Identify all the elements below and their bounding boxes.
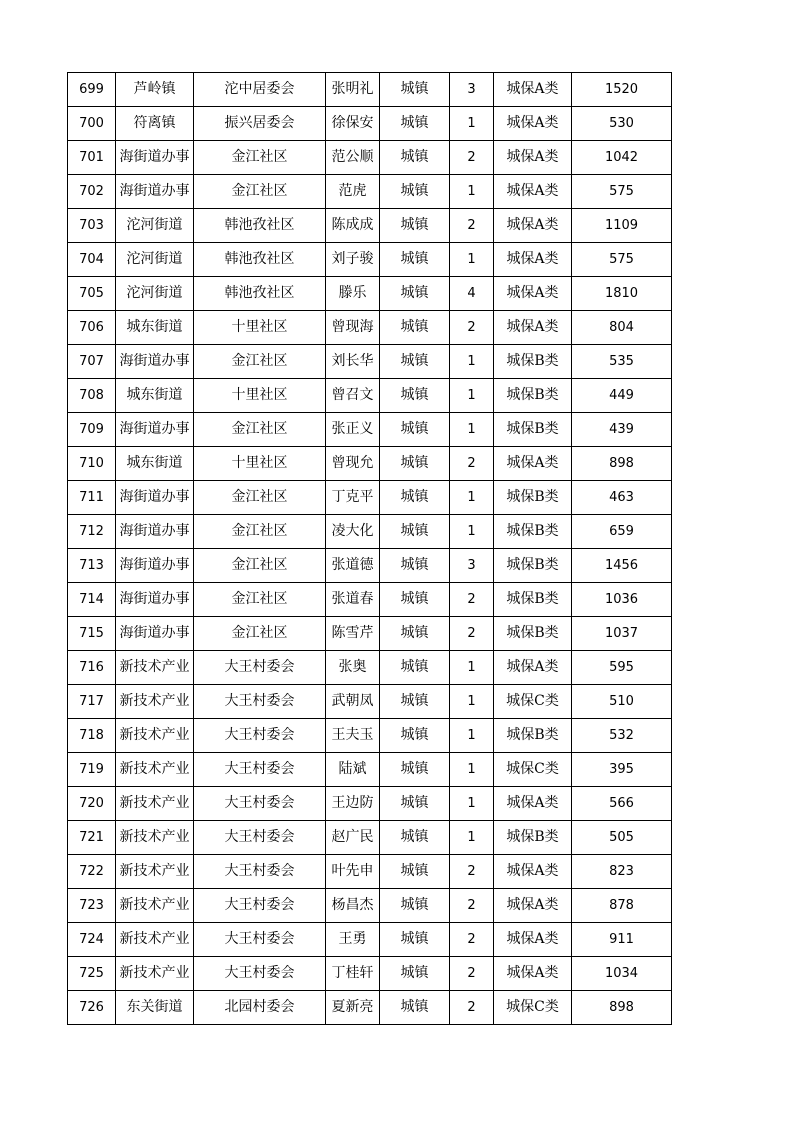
row-number: 715 bbox=[68, 617, 116, 651]
row-number: 710 bbox=[68, 447, 116, 481]
row-number: 712 bbox=[68, 515, 116, 549]
amount-cell: 505 bbox=[572, 821, 672, 855]
category-cell: 城镇 bbox=[380, 583, 450, 617]
street-cell: 海街道办事 bbox=[116, 413, 194, 447]
amount-cell: 575 bbox=[572, 243, 672, 277]
insurance-type-cell: 城保A类 bbox=[494, 923, 572, 957]
community-cell: 大王村委会 bbox=[194, 855, 326, 889]
category-cell: 城镇 bbox=[380, 73, 450, 107]
name-cell: 陆斌 bbox=[326, 753, 380, 787]
insurance-type-cell: 城保A类 bbox=[494, 277, 572, 311]
household-count-cell: 1 bbox=[450, 821, 494, 855]
amount-cell: 575 bbox=[572, 175, 672, 209]
name-cell: 范公顺 bbox=[326, 141, 380, 175]
amount-cell: 1042 bbox=[572, 141, 672, 175]
category-cell: 城镇 bbox=[380, 277, 450, 311]
community-cell: 大王村委会 bbox=[194, 957, 326, 991]
household-count-cell: 1 bbox=[450, 719, 494, 753]
community-cell: 韩池孜社区 bbox=[194, 209, 326, 243]
table-row bbox=[68, 957, 672, 991]
insurance-type-cell: 城保B类 bbox=[494, 583, 572, 617]
household-count-cell: 2 bbox=[450, 855, 494, 889]
amount-cell: 911 bbox=[572, 923, 672, 957]
row-number: 719 bbox=[68, 753, 116, 787]
street-cell: 海街道办事 bbox=[116, 617, 194, 651]
community-cell: 金江社区 bbox=[194, 175, 326, 209]
amount-cell: 535 bbox=[572, 345, 672, 379]
community-cell: 金江社区 bbox=[194, 481, 326, 515]
amount-cell: 1036 bbox=[572, 583, 672, 617]
street-cell: 新技术产业 bbox=[116, 855, 194, 889]
street-cell: 新技术产业 bbox=[116, 719, 194, 753]
insurance-type-cell: 城保B类 bbox=[494, 413, 572, 447]
amount-cell: 659 bbox=[572, 515, 672, 549]
amount-cell: 1034 bbox=[572, 957, 672, 991]
household-count-cell: 2 bbox=[450, 209, 494, 243]
amount-cell: 823 bbox=[572, 855, 672, 889]
table-row bbox=[68, 617, 672, 651]
community-cell: 北园村委会 bbox=[194, 991, 326, 1025]
insurance-type-cell: 城保B类 bbox=[494, 549, 572, 583]
table-row bbox=[68, 141, 672, 175]
row-number: 702 bbox=[68, 175, 116, 209]
amount-cell: 510 bbox=[572, 685, 672, 719]
name-cell: 徐保安 bbox=[326, 107, 380, 141]
street-cell: 新技术产业 bbox=[116, 923, 194, 957]
amount-cell: 1037 bbox=[572, 617, 672, 651]
household-count-cell: 2 bbox=[450, 583, 494, 617]
category-cell: 城镇 bbox=[380, 481, 450, 515]
street-cell: 海街道办事 bbox=[116, 515, 194, 549]
category-cell: 城镇 bbox=[380, 175, 450, 209]
insurance-type-cell: 城保B类 bbox=[494, 481, 572, 515]
street-cell: 新技术产业 bbox=[116, 685, 194, 719]
street-cell: 新技术产业 bbox=[116, 957, 194, 991]
name-cell: 张正义 bbox=[326, 413, 380, 447]
community-cell: 大王村委会 bbox=[194, 787, 326, 821]
row-number: 704 bbox=[68, 243, 116, 277]
amount-cell: 439 bbox=[572, 413, 672, 447]
name-cell: 叶先申 bbox=[326, 855, 380, 889]
category-cell: 城镇 bbox=[380, 855, 450, 889]
table-row bbox=[68, 447, 672, 481]
community-cell: 十里社区 bbox=[194, 311, 326, 345]
insurance-type-cell: 城保A类 bbox=[494, 957, 572, 991]
community-cell: 大王村委会 bbox=[194, 719, 326, 753]
street-cell: 东关街道 bbox=[116, 991, 194, 1025]
insurance-type-cell: 城保A类 bbox=[494, 175, 572, 209]
street-cell: 海街道办事 bbox=[116, 549, 194, 583]
table-row bbox=[68, 243, 672, 277]
table-row bbox=[68, 719, 672, 753]
community-cell: 十里社区 bbox=[194, 379, 326, 413]
row-number: 713 bbox=[68, 549, 116, 583]
household-count-cell: 2 bbox=[450, 447, 494, 481]
row-number: 705 bbox=[68, 277, 116, 311]
amount-cell: 898 bbox=[572, 991, 672, 1025]
table-row bbox=[68, 311, 672, 345]
household-count-cell: 1 bbox=[450, 243, 494, 277]
street-cell: 新技术产业 bbox=[116, 753, 194, 787]
name-cell: 陈雪芹 bbox=[326, 617, 380, 651]
insurance-type-cell: 城保A类 bbox=[494, 141, 572, 175]
table-row bbox=[68, 413, 672, 447]
community-cell: 大王村委会 bbox=[194, 821, 326, 855]
category-cell: 城镇 bbox=[380, 209, 450, 243]
category-cell: 城镇 bbox=[380, 991, 450, 1025]
insurance-type-cell: 城保A类 bbox=[494, 855, 572, 889]
insurance-type-cell: 城保B类 bbox=[494, 617, 572, 651]
table-row bbox=[68, 583, 672, 617]
name-cell: 张道春 bbox=[326, 583, 380, 617]
table-row bbox=[68, 889, 672, 923]
insurance-type-cell: 城保B类 bbox=[494, 515, 572, 549]
insurance-type-cell: 城保C类 bbox=[494, 685, 572, 719]
street-cell: 海街道办事 bbox=[116, 141, 194, 175]
street-cell: 海街道办事 bbox=[116, 481, 194, 515]
amount-cell: 1520 bbox=[572, 73, 672, 107]
street-cell: 城东街道 bbox=[116, 311, 194, 345]
community-cell: 大王村委会 bbox=[194, 889, 326, 923]
category-cell: 城镇 bbox=[380, 617, 450, 651]
street-cell: 沱河街道 bbox=[116, 209, 194, 243]
table-row bbox=[68, 481, 672, 515]
name-cell: 张明礼 bbox=[326, 73, 380, 107]
table-body bbox=[68, 73, 672, 1025]
row-number: 711 bbox=[68, 481, 116, 515]
category-cell: 城镇 bbox=[380, 923, 450, 957]
table-row bbox=[68, 991, 672, 1025]
row-number: 703 bbox=[68, 209, 116, 243]
category-cell: 城镇 bbox=[380, 685, 450, 719]
insurance-type-cell: 城保A类 bbox=[494, 889, 572, 923]
category-cell: 城镇 bbox=[380, 549, 450, 583]
amount-cell: 1109 bbox=[572, 209, 672, 243]
name-cell: 武朝凤 bbox=[326, 685, 380, 719]
household-count-cell: 2 bbox=[450, 957, 494, 991]
category-cell: 城镇 bbox=[380, 515, 450, 549]
insurance-type-cell: 城保A类 bbox=[494, 651, 572, 685]
category-cell: 城镇 bbox=[380, 719, 450, 753]
insurance-type-cell: 城保B类 bbox=[494, 821, 572, 855]
insurance-type-cell: 城保C类 bbox=[494, 753, 572, 787]
household-count-cell: 1 bbox=[450, 685, 494, 719]
insurance-type-cell: 城保A类 bbox=[494, 243, 572, 277]
category-cell: 城镇 bbox=[380, 957, 450, 991]
street-cell: 城东街道 bbox=[116, 379, 194, 413]
category-cell: 城镇 bbox=[380, 243, 450, 277]
insurance-type-cell: 城保B类 bbox=[494, 379, 572, 413]
insurance-type-cell: 城保A类 bbox=[494, 447, 572, 481]
name-cell: 张奥 bbox=[326, 651, 380, 685]
amount-cell: 566 bbox=[572, 787, 672, 821]
table-row bbox=[68, 277, 672, 311]
street-cell: 沱河街道 bbox=[116, 277, 194, 311]
community-cell: 大王村委会 bbox=[194, 651, 326, 685]
table-row bbox=[68, 107, 672, 141]
amount-cell: 1810 bbox=[572, 277, 672, 311]
table-row bbox=[68, 855, 672, 889]
row-number: 717 bbox=[68, 685, 116, 719]
category-cell: 城镇 bbox=[380, 311, 450, 345]
insurance-type-cell: 城保A类 bbox=[494, 107, 572, 141]
row-number: 721 bbox=[68, 821, 116, 855]
street-cell: 新技术产业 bbox=[116, 651, 194, 685]
row-number: 725 bbox=[68, 957, 116, 991]
category-cell: 城镇 bbox=[380, 753, 450, 787]
category-cell: 城镇 bbox=[380, 379, 450, 413]
community-cell: 金江社区 bbox=[194, 345, 326, 379]
category-cell: 城镇 bbox=[380, 345, 450, 379]
row-number: 726 bbox=[68, 991, 116, 1025]
table-row bbox=[68, 821, 672, 855]
table-row bbox=[68, 175, 672, 209]
community-cell: 金江社区 bbox=[194, 549, 326, 583]
insurance-type-cell: 城保A类 bbox=[494, 787, 572, 821]
row-number: 722 bbox=[68, 855, 116, 889]
street-cell: 城东街道 bbox=[116, 447, 194, 481]
community-cell: 大王村委会 bbox=[194, 753, 326, 787]
name-cell: 凌大化 bbox=[326, 515, 380, 549]
insurance-type-cell: 城保A类 bbox=[494, 209, 572, 243]
name-cell: 曾现允 bbox=[326, 447, 380, 481]
household-count-cell: 1 bbox=[450, 481, 494, 515]
category-cell: 城镇 bbox=[380, 107, 450, 141]
row-number: 718 bbox=[68, 719, 116, 753]
name-cell: 陈成成 bbox=[326, 209, 380, 243]
household-count-cell: 1 bbox=[450, 413, 494, 447]
row-number: 714 bbox=[68, 583, 116, 617]
table-row bbox=[68, 209, 672, 243]
table-row bbox=[68, 787, 672, 821]
street-cell: 新技术产业 bbox=[116, 889, 194, 923]
community-cell: 沱中居委会 bbox=[194, 73, 326, 107]
household-count-cell: 2 bbox=[450, 617, 494, 651]
data-table bbox=[67, 72, 672, 1025]
insurance-type-cell: 城保B类 bbox=[494, 719, 572, 753]
insurance-type-cell: 城保A类 bbox=[494, 73, 572, 107]
street-cell: 海街道办事 bbox=[116, 345, 194, 379]
amount-cell: 532 bbox=[572, 719, 672, 753]
household-count-cell: 1 bbox=[450, 515, 494, 549]
amount-cell: 898 bbox=[572, 447, 672, 481]
row-number: 699 bbox=[68, 73, 116, 107]
row-number: 706 bbox=[68, 311, 116, 345]
name-cell: 范虎 bbox=[326, 175, 380, 209]
street-cell: 新技术产业 bbox=[116, 821, 194, 855]
name-cell: 曾现海 bbox=[326, 311, 380, 345]
community-cell: 金江社区 bbox=[194, 617, 326, 651]
household-count-cell: 1 bbox=[450, 651, 494, 685]
name-cell: 滕乐 bbox=[326, 277, 380, 311]
community-cell: 大王村委会 bbox=[194, 685, 326, 719]
table-row bbox=[68, 685, 672, 719]
row-number: 700 bbox=[68, 107, 116, 141]
name-cell: 刘子骏 bbox=[326, 243, 380, 277]
amount-cell: 1456 bbox=[572, 549, 672, 583]
household-count-cell: 1 bbox=[450, 379, 494, 413]
name-cell: 丁桂轩 bbox=[326, 957, 380, 991]
name-cell: 赵广民 bbox=[326, 821, 380, 855]
community-cell: 大王村委会 bbox=[194, 923, 326, 957]
amount-cell: 463 bbox=[572, 481, 672, 515]
name-cell: 王夫玉 bbox=[326, 719, 380, 753]
insurance-type-cell: 城保A类 bbox=[494, 311, 572, 345]
category-cell: 城镇 bbox=[380, 447, 450, 481]
name-cell: 杨昌杰 bbox=[326, 889, 380, 923]
household-count-cell: 2 bbox=[450, 889, 494, 923]
category-cell: 城镇 bbox=[380, 413, 450, 447]
household-count-cell: 1 bbox=[450, 345, 494, 379]
household-count-cell: 2 bbox=[450, 991, 494, 1025]
row-number: 707 bbox=[68, 345, 116, 379]
category-cell: 城镇 bbox=[380, 141, 450, 175]
household-count-cell: 1 bbox=[450, 787, 494, 821]
name-cell: 曾召文 bbox=[326, 379, 380, 413]
household-count-cell: 2 bbox=[450, 311, 494, 345]
household-count-cell: 4 bbox=[450, 277, 494, 311]
street-cell: 沱河街道 bbox=[116, 243, 194, 277]
name-cell: 王边防 bbox=[326, 787, 380, 821]
name-cell: 刘长华 bbox=[326, 345, 380, 379]
street-cell: 海街道办事 bbox=[116, 175, 194, 209]
household-count-cell: 2 bbox=[450, 141, 494, 175]
row-number: 716 bbox=[68, 651, 116, 685]
community-cell: 韩池孜社区 bbox=[194, 277, 326, 311]
amount-cell: 595 bbox=[572, 651, 672, 685]
street-cell: 芦岭镇 bbox=[116, 73, 194, 107]
table-row bbox=[68, 345, 672, 379]
insurance-type-cell: 城保C类 bbox=[494, 991, 572, 1025]
name-cell: 王勇 bbox=[326, 923, 380, 957]
community-cell: 金江社区 bbox=[194, 413, 326, 447]
table-row bbox=[68, 651, 672, 685]
table-row bbox=[68, 379, 672, 413]
amount-cell: 395 bbox=[572, 753, 672, 787]
amount-cell: 804 bbox=[572, 311, 672, 345]
amount-cell: 530 bbox=[572, 107, 672, 141]
row-number: 701 bbox=[68, 141, 116, 175]
category-cell: 城镇 bbox=[380, 821, 450, 855]
community-cell: 金江社区 bbox=[194, 141, 326, 175]
street-cell: 新技术产业 bbox=[116, 787, 194, 821]
household-count-cell: 1 bbox=[450, 175, 494, 209]
table-row bbox=[68, 549, 672, 583]
amount-cell: 878 bbox=[572, 889, 672, 923]
community-cell: 韩池孜社区 bbox=[194, 243, 326, 277]
household-count-cell: 2 bbox=[450, 923, 494, 957]
category-cell: 城镇 bbox=[380, 787, 450, 821]
community-cell: 金江社区 bbox=[194, 515, 326, 549]
name-cell: 夏新亮 bbox=[326, 991, 380, 1025]
table-row bbox=[68, 923, 672, 957]
household-count-cell: 3 bbox=[450, 549, 494, 583]
amount-cell: 449 bbox=[572, 379, 672, 413]
household-count-cell: 1 bbox=[450, 753, 494, 787]
street-cell: 符离镇 bbox=[116, 107, 194, 141]
insurance-type-cell: 城保B类 bbox=[494, 345, 572, 379]
community-cell: 振兴居委会 bbox=[194, 107, 326, 141]
household-count-cell: 1 bbox=[450, 107, 494, 141]
row-number: 708 bbox=[68, 379, 116, 413]
household-count-cell: 3 bbox=[450, 73, 494, 107]
community-cell: 金江社区 bbox=[194, 583, 326, 617]
category-cell: 城镇 bbox=[380, 651, 450, 685]
street-cell: 海街道办事 bbox=[116, 583, 194, 617]
row-number: 723 bbox=[68, 889, 116, 923]
row-number: 720 bbox=[68, 787, 116, 821]
table-row bbox=[68, 73, 672, 107]
row-number: 709 bbox=[68, 413, 116, 447]
name-cell: 张道德 bbox=[326, 549, 380, 583]
community-cell: 十里社区 bbox=[194, 447, 326, 481]
table-row bbox=[68, 515, 672, 549]
name-cell: 丁克平 bbox=[326, 481, 380, 515]
category-cell: 城镇 bbox=[380, 889, 450, 923]
row-number: 724 bbox=[68, 923, 116, 957]
table-row bbox=[68, 753, 672, 787]
